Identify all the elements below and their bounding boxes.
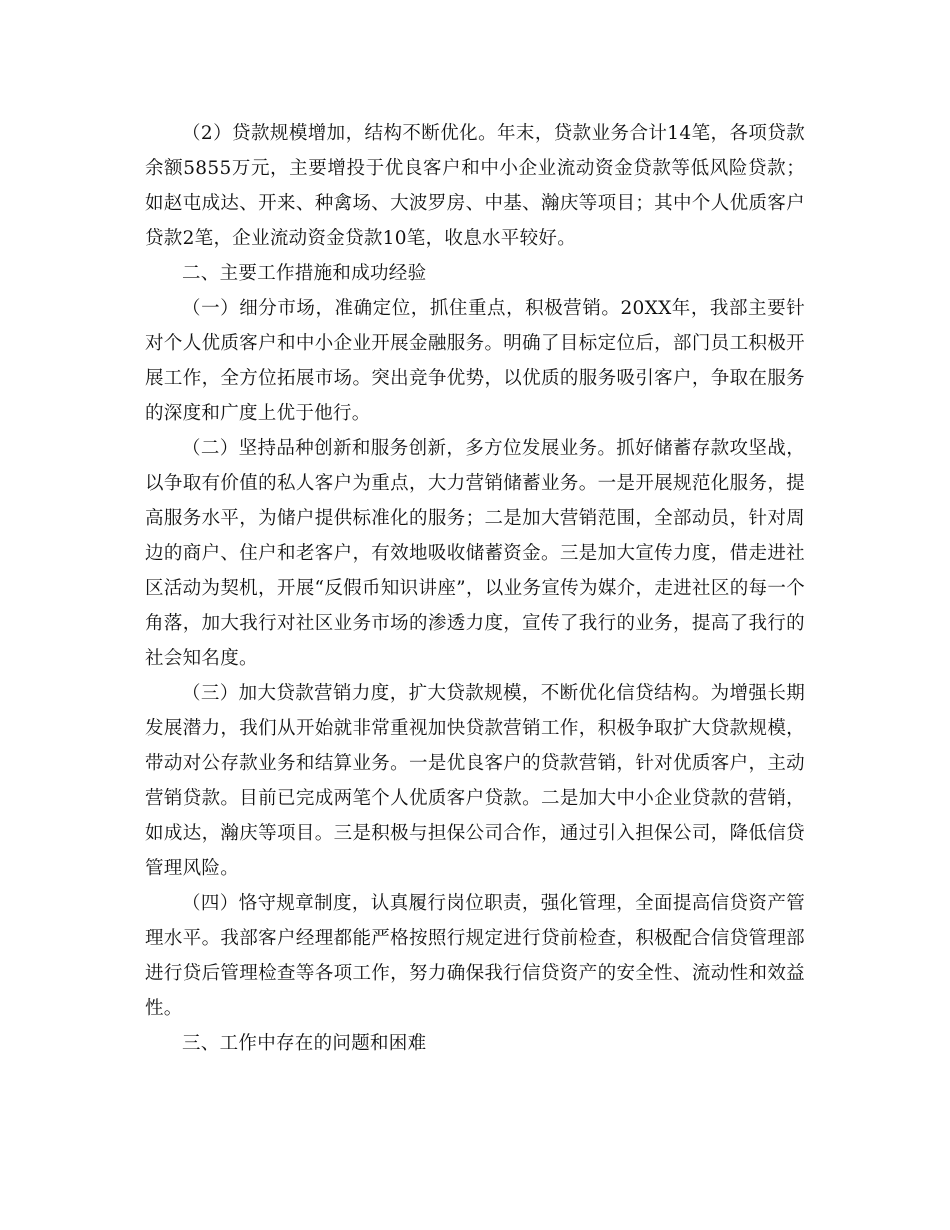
paragraph-compliance: （四）恪守规章制度，认真履行岗位职责，强化管理，全面提高信贷资产管理水平。我部客户经理都能严格按照行规定进行贷前检查，积极配合信贷管理部进行贷后管理检查等各项工作，努力确保我行信贷资产的安全性、流动性和效益性。 (145, 893, 805, 1019)
paragraph-product-innovation: （二）坚持品种创新和服务创新，多方位发展业务。抓好储蓄存款攻坚战，以争取有价值的私人客户为重点，大力营销储蓄业务。一是开展规范化服务，提高服务水平，为储户提供标准化的服务；二是加大营销范围，全部动员，针对周边的商户、住户和老客户，有效地吸收储蓄资金。三是加大宣传力度，借走进社区活动为契机，开展“反假币知识讲座”，以业务宣传为媒介，走进社区的每一个角落，加大我行对社区业务市场的渗透力度，宣传了我行的业务，提高了我行的社会知名度。 (145, 438, 805, 669)
paragraph-market-segmentation: （一）细分市场，准确定位，抓住重点，积极营销。20XX年，我部主要针对个人优质客户和中小企业开展金融服务。明确了目标定位后，部门员工积极开展工作，全方位拓展市场。突出竞争优势，以优质的服务吸引客户，争取在服务的深度和广度上优于他行。 (145, 298, 805, 424)
paragraph-loan-marketing: （三）加大贷款营销力度，扩大贷款规模，不断优化信贷结构。为增强长期发展潜力，我们从开始就非常重视加快贷款营销工作，积极争取扩大贷款规模，带动对公存款业务和结算业务。一是优良客户的贷款营销，针对优质客户，主动营销贷款。目前已完成两笔个人优质客户贷款。二是加大中小企业贷款的营销，如成达，瀚庆等项目。三是积极与担保公司合作，通过引入担保公司，降低信贷管理风险。 (145, 683, 805, 879)
section-heading-measures: 二、主要工作措施和成功经验 (182, 263, 427, 284)
paragraph-loan-scale: （2）贷款规模增加，结构不断优化。年末，贷款业务合计14笔，各项贷款余额5855万元，主要增投于优良客户和中小企业流动资金贷款等低风险贷款；如赵屯成达、开来、种禽场、大波罗房、中基、瀚庆等项目；其中个人优质客户贷款2笔，企业流动资金贷款10笔，收息水平较好。 (145, 123, 805, 249)
section-heading-problems: 三、工作中存在的问题和困难 (182, 1033, 427, 1054)
document-body (145, 116, 805, 1061)
